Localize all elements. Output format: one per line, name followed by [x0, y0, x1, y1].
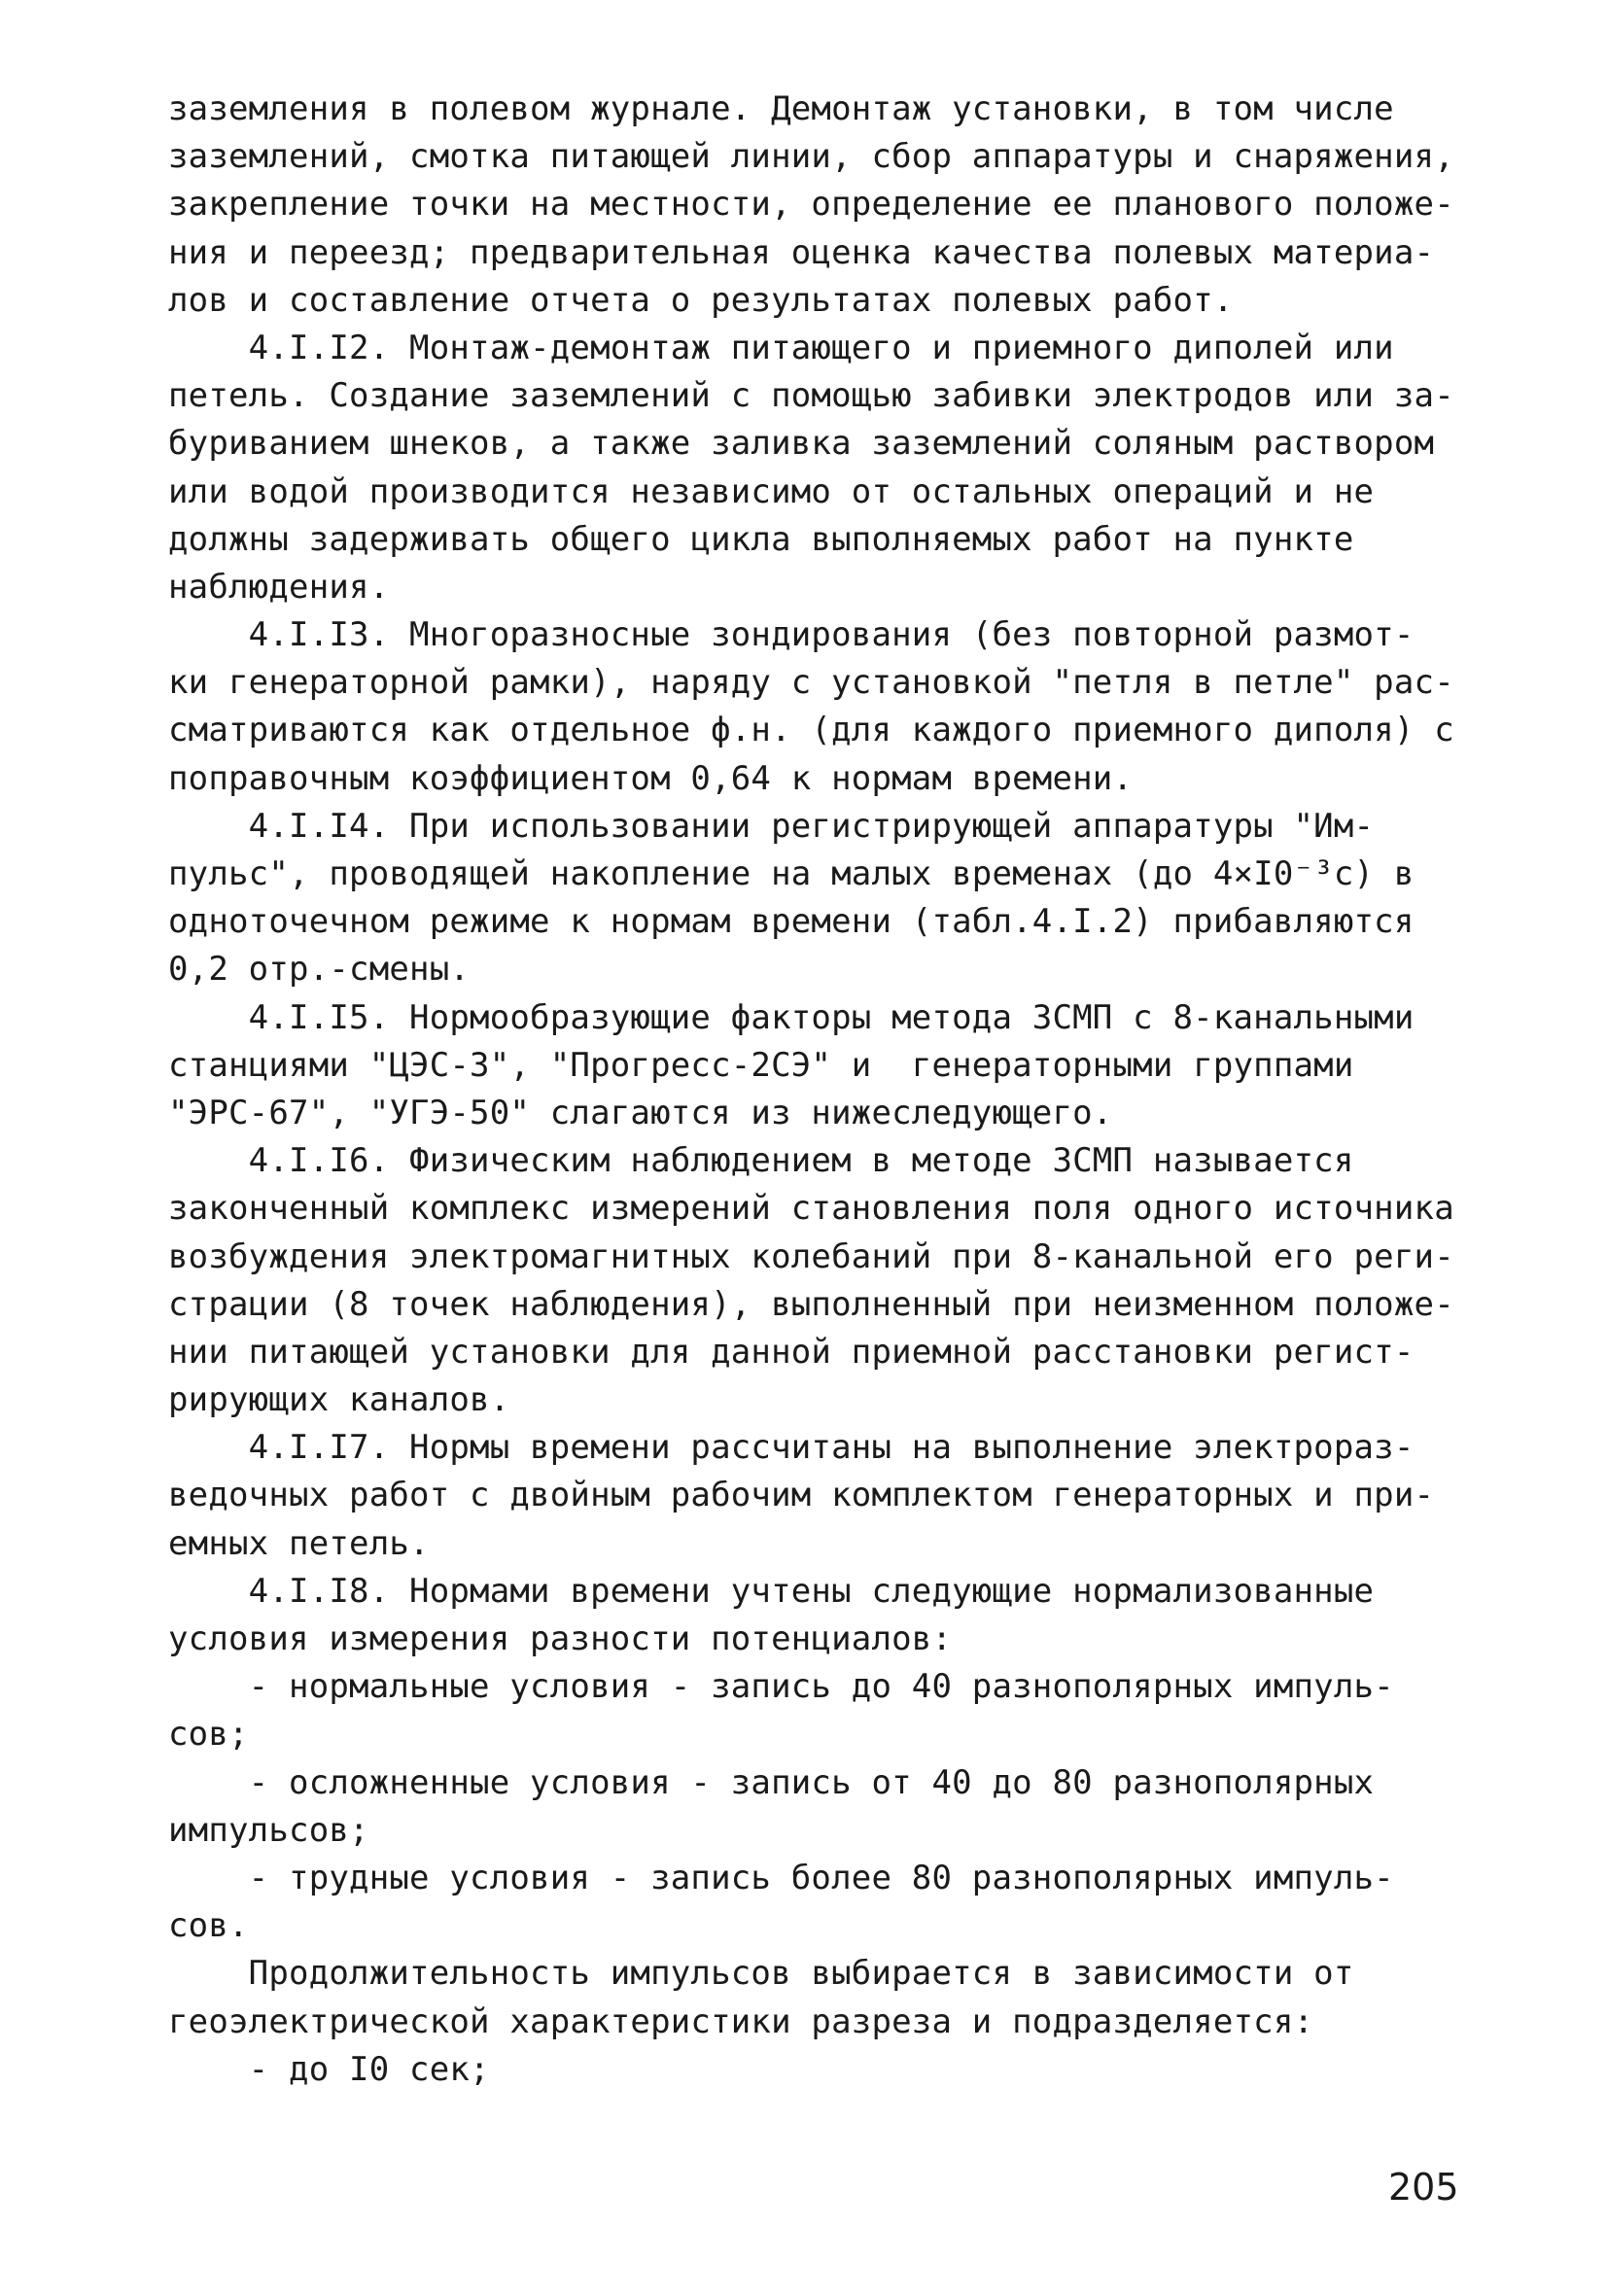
- text-line: пульс", проводящей накопление на малых временах (до 4×I0⁻³с) в: [168, 854, 1415, 893]
- text-line: геоэлектрической характеристики разреза и подразделяется:: [168, 2001, 1314, 2041]
- text-line: - нормальные условия - запись до 40 разнополярных импуль-: [168, 1667, 1394, 1707]
- text-line: сов.: [168, 1906, 249, 1946]
- text-line: 4.I.I4. При использовании регистрирующей аппаратуры "Им-: [168, 806, 1375, 846]
- text-line: 4.I.I5. Нормообразующие факторы метода ЗСМП с 8-канальными: [168, 997, 1415, 1037]
- text-line: одноточечном режиме к нормам времени (табл.4.I.2) прибавляются: [168, 902, 1415, 942]
- text-line: рирующих каналов.: [168, 1380, 510, 1420]
- text-line: закрепление точки на местности, определение ее планового положе-: [168, 185, 1454, 225]
- text-line: буриванием шнеков, а также заливка заземлений соляным раствором: [168, 424, 1435, 464]
- text-line: заземлений, смотка питающей линии, сбор аппаратуры и снаряжения,: [168, 137, 1454, 177]
- text-line: Продолжительность импульсов выбирается в зависимости от: [168, 1954, 1354, 1994]
- text-line: нии питающей установки для данной приемной расстановки регист-: [168, 1332, 1415, 1372]
- text-line: законченный комплекс измерений становления поля одного источника: [168, 1189, 1454, 1229]
- text-line: емных петель.: [168, 1523, 430, 1563]
- text-line: заземления в полевом журнале. Демонтаж установки, в том числе: [168, 89, 1394, 128]
- text-line: 4.I.I2. Монтаж-демонтаж питающего и приемного диполей или: [168, 328, 1394, 367]
- text-line: - осложненные условия - запись от 40 до 80 разнополярных: [168, 1762, 1375, 1802]
- text-line: ведочных работ с двойным рабочим комплектом генераторных и при-: [168, 1476, 1435, 1515]
- text-line: или водой производится независимо от остальных операций и не: [168, 471, 1375, 511]
- text-line: - трудные условия - запись более 80 разнополярных импуль-: [168, 1858, 1394, 1897]
- text-line: ки генераторной рамки), наряду с установкой "петля в петле" рас-: [168, 663, 1454, 703]
- text-line: 4.I.I3. Многоразносные зондирования (без повторной размот-: [168, 615, 1415, 655]
- text-line: 4.I.I7. Нормы времени рассчитаны на выполнение электрораз-: [168, 1428, 1415, 1468]
- text-line: наблюдения.: [168, 567, 390, 607]
- text-line: станциями "ЦЭС-3", "Прогресс-2СЭ" и генераторными группами: [168, 1045, 1354, 1085]
- text-line: условия измерения разности потенциалов:: [168, 1619, 953, 1658]
- text-line: должны задерживать общего цикла выполняемых работ на пункте: [168, 519, 1354, 559]
- page-number: 205: [1388, 2166, 1459, 2209]
- text-line: 4.I.I6. Физическим наблюдением в методе ЗСМП называется: [168, 1141, 1354, 1181]
- text-line: петель. Создание заземлений с помощью забивки электродов или за-: [168, 376, 1454, 416]
- text-line: "ЭРС-67", "УГЭ-50" слагаются из нижеследующего.: [168, 1093, 1113, 1132]
- text-line: 0,2 отр.-смены.: [168, 950, 471, 990]
- document-body: [168, 86, 1454, 2094]
- text-line: поправочным коэффициентом 0,64 к нормам времени.: [168, 758, 1134, 798]
- text-line: сов;: [168, 1715, 249, 1755]
- text-line: импульсов;: [168, 1810, 369, 1850]
- text-line: лов и составление отчета о результатах полевых работ.: [168, 280, 1234, 320]
- text-line: сматриваются как отдельное ф.н. (для каждого приемного диполя) с: [168, 711, 1454, 750]
- text-line: 4.I.I8. Нормами времени учтены следующие нормализованные: [168, 1571, 1375, 1611]
- text-line: ния и переезд; предварительная оценка качества полевых материа-: [168, 232, 1435, 272]
- text-line: - до I0 сек;: [168, 2049, 490, 2089]
- text-line: страции (8 точек наблюдения), выполненный при неизменном положе-: [168, 1284, 1454, 1324]
- text-line: возбуждения электромагнитных колебаний при 8-канальной его реги-: [168, 1236, 1454, 1276]
